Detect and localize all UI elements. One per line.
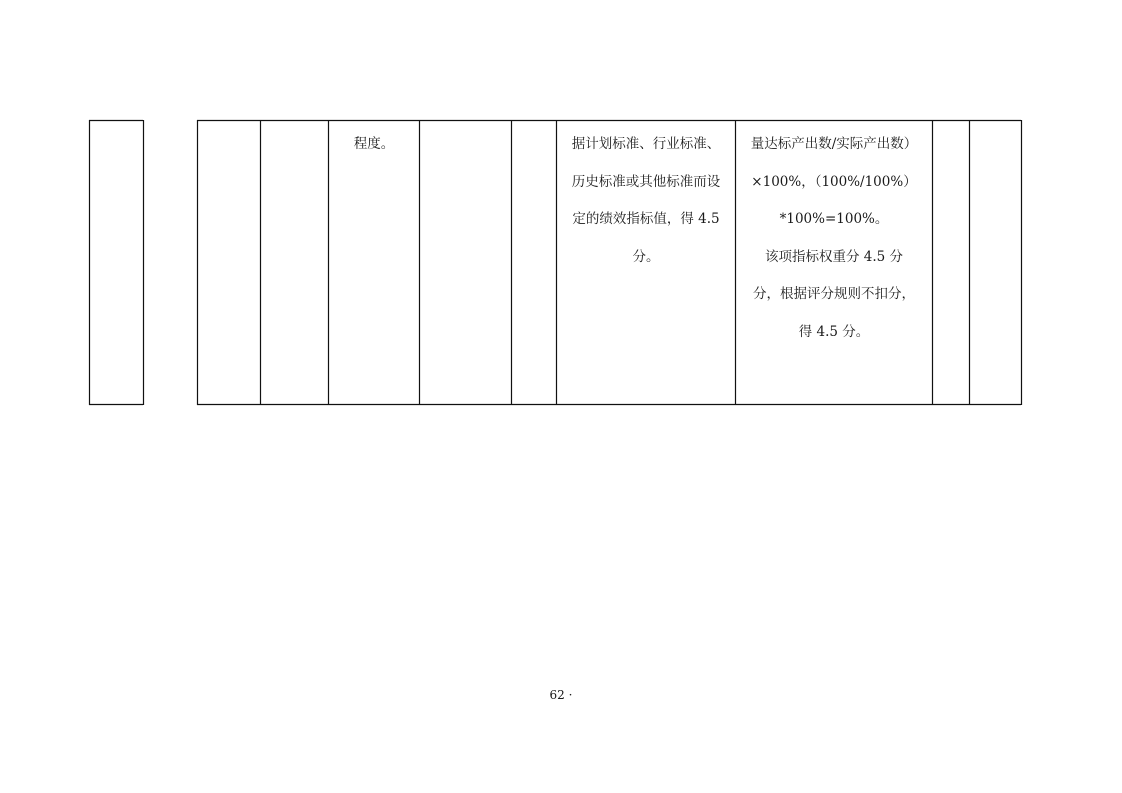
calc-line: 量达标产出数/实际产出数） bbox=[750, 136, 918, 152]
calc-line: 分，根据评分规则不扣分， bbox=[753, 286, 915, 302]
cell-score-calculation bbox=[736, 126, 932, 351]
calc-line: ×100%，（100%/100%） bbox=[751, 173, 917, 190]
cell-standard-description bbox=[557, 126, 735, 276]
standard-line: 定的绩效指标值，得 4.5 bbox=[572, 211, 720, 227]
standard-line: 历史标准或其他标准而设 bbox=[571, 173, 721, 190]
cell-progress-text: 程度。 bbox=[353, 136, 395, 152]
standard-line: 据计划标准、行业标准、 bbox=[571, 136, 721, 152]
calc-line: 得 4.5 分。 bbox=[798, 323, 870, 340]
calc-line: 该项指标权重分 4.5 分 bbox=[764, 248, 904, 265]
calc-line: *100%=100%。 bbox=[779, 211, 889, 227]
standard-line: 分。 bbox=[632, 248, 660, 265]
page-number: 62 · bbox=[549, 688, 573, 702]
cell-progress bbox=[329, 126, 419, 164]
